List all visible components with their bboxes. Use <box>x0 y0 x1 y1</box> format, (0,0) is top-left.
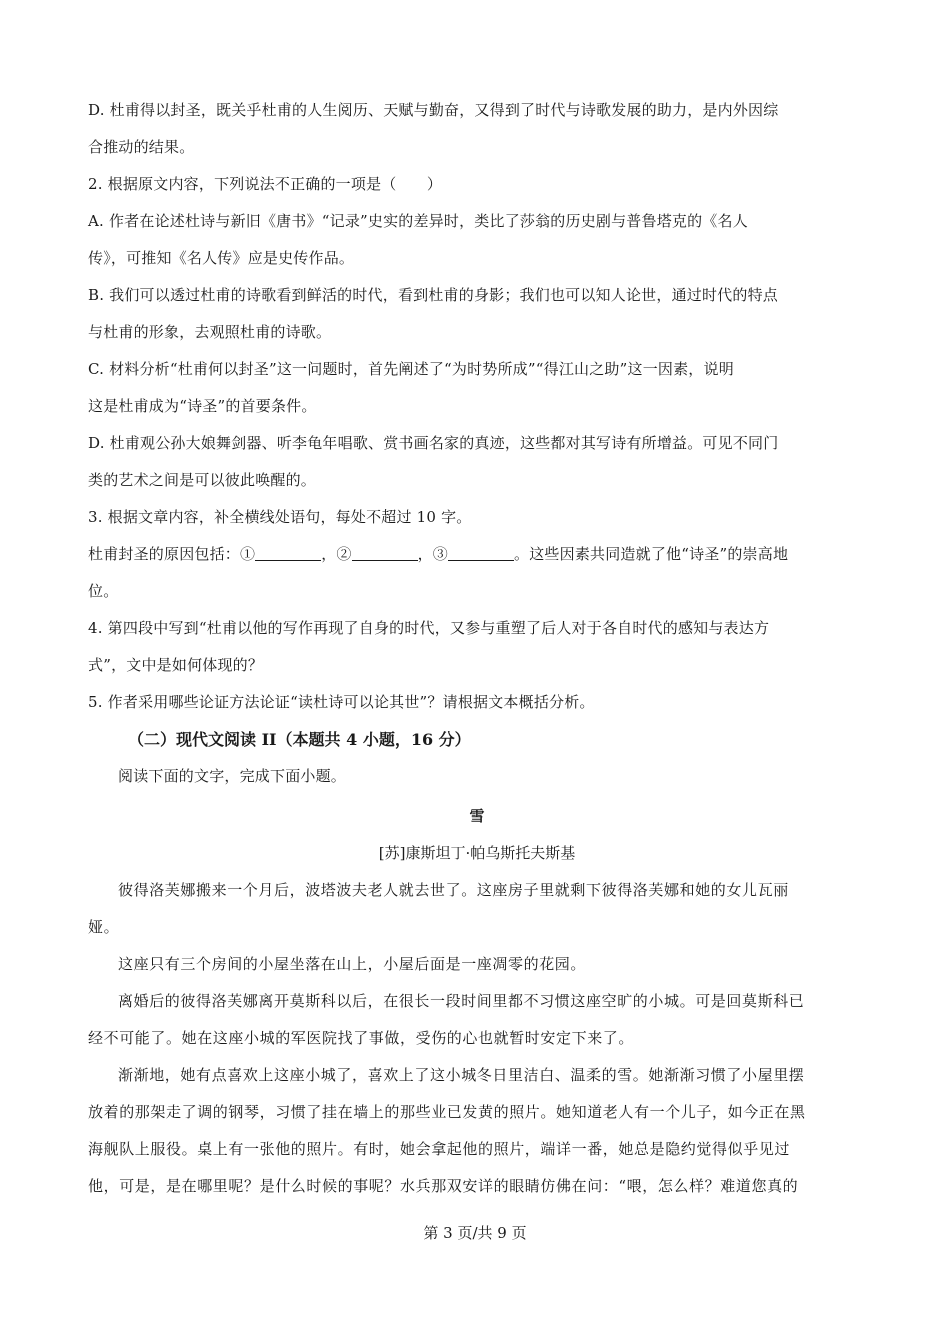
page-content <box>88 92 866 1205</box>
q2-option-b-line1: B. 我们可以透过杜甫的诗歌看到鲜活的时代，看到杜甫的身影；我们也可以知人论世，通过时代的特点 <box>88 286 778 304</box>
q2-option-d-line1: D. 杜甫观公孙大娘舞剑器、听李龟年唱歌、赏书画名家的真迹，这些都对其写诗有所增益。可见不同门 <box>88 434 779 452</box>
q3-blank-1[interactable] <box>255 546 321 561</box>
q3-fill-line <box>88 536 866 573</box>
story-paragraph-4-line4: 他，可是，是在哪里呢？是什么时候的事呢？水兵那双安详的眼睛仿佛在问：“喂，怎么样？难道您真的 <box>88 1177 799 1195</box>
page-footer: 第 3 页/共 9 页 <box>423 1224 527 1242</box>
story-paragraph-3-line2: 经不可能了。她在这座小城的军医院找了事做，受伤的心也就暂时安定下来了。 <box>88 1029 635 1047</box>
story-title: 雪 <box>469 807 485 825</box>
q2-option-a-line1: A. 作者在论述杜诗与新旧《唐书》“记录”史实的差异时，类比了莎翁的历史剧与普鲁塔克的《名人 <box>88 212 748 230</box>
story-paragraph-4-line1: 渐渐地，她有点喜欢上这座小城了，喜欢上了这小城冬日里洁白、温柔的雪。她渐渐习惯了小屋里摆 <box>118 1066 805 1084</box>
q3-fill-sep1: ，② <box>321 545 352 563</box>
q2-option-c-line1: C. 材料分析“杜甫何以封圣”这一问题时，首先阐述了“为时势所成”“得江山之助”这一因素，说明 <box>88 360 734 378</box>
story-paragraph-1-line1: 彼得洛芙娜搬来一个月后，波塔波夫老人就去世了。这座房子里就剩下彼得洛芙娜和她的女儿瓦丽 <box>118 881 789 899</box>
q3-fill-line2: 位。 <box>88 582 119 600</box>
story-paragraph-2-line1: 这座只有三个房间的小屋坐落在山上，小屋后面是一座凋零的花园。 <box>118 955 587 973</box>
story-paragraph-3-line1: 离婚后的彼得洛芙娜离开莫斯科以后，在很长一段时间里都不习惯这座空旷的小城。可是回莫斯科已 <box>118 992 805 1010</box>
q3-fill-suffix: 。这些因素共同造就了他“诗圣”的崇高地 <box>514 545 789 563</box>
q4-line2: 式”，文中是如何体现的？ <box>88 656 264 674</box>
story-paragraph-4-line3: 海舰队上服役。桌上有一张他的照片。有时，她会拿起他的照片，端详一番，她总是隐约觉得似乎见过 <box>88 1140 791 1158</box>
q3-fill-sep2: ，③ <box>417 545 449 563</box>
q2-option-a-line2: 传》，可推知《名人传》应是史传作品。 <box>88 249 355 267</box>
story-author: [苏]康斯坦丁·帕乌斯托夫斯基 <box>378 844 576 862</box>
q3-fill-prefix: 杜甫封圣的原因包括：① <box>88 545 256 563</box>
q5: 5. 作者采用哪些论证方法论证“读杜诗可以论其世”？请根据文本概括分析。 <box>88 693 595 711</box>
story-body <box>88 872 866 1205</box>
q1-option-d-line2: 合推动的结果。 <box>88 138 195 156</box>
q3-blank-3[interactable] <box>448 546 514 561</box>
story-paragraph-4-line2: 放着的那架走了调的钢琴，习惯了挂在墙上的那些业已发黄的照片。她知道老人有一个儿子，如今正在黑 <box>88 1103 806 1121</box>
q2-option-b-line2: 与杜甫的形象，去观照杜甫的诗歌。 <box>88 323 332 341</box>
q1-option-d-line1: D. 杜甫得以封圣，既关乎杜甫的人生阅历、天赋与勤奋，又得到了时代与诗歌发展的助力，是内外因综 <box>88 101 779 119</box>
story-paragraph-1-line2: 娅。 <box>88 918 120 936</box>
section-heading: （二）现代文阅读 II（本题共 4 小题，16 分） <box>128 730 471 749</box>
q4-line1: 4. 第四段中写到“杜甫以他的写作再现了自身的时代，又参与重塑了后人对于各自时代的感知与表达方 <box>88 619 770 637</box>
section-instruction: 阅读下面的文字，完成下面小题。 <box>118 767 347 785</box>
q3-stem: 3. 根据文章内容，补全横线处语句，每处不超过 10 字。 <box>88 508 472 526</box>
q2-option-d-line2: 类的艺术之间是可以彼此唤醒的。 <box>88 471 317 489</box>
q2-stem: 2. 根据原文内容，下列说法不正确的一项是（ ） <box>88 175 443 193</box>
q3-blank-2[interactable] <box>352 546 418 561</box>
q2-option-c-line2: 这是杜甫成为“诗圣”的首要条件。 <box>88 397 317 415</box>
